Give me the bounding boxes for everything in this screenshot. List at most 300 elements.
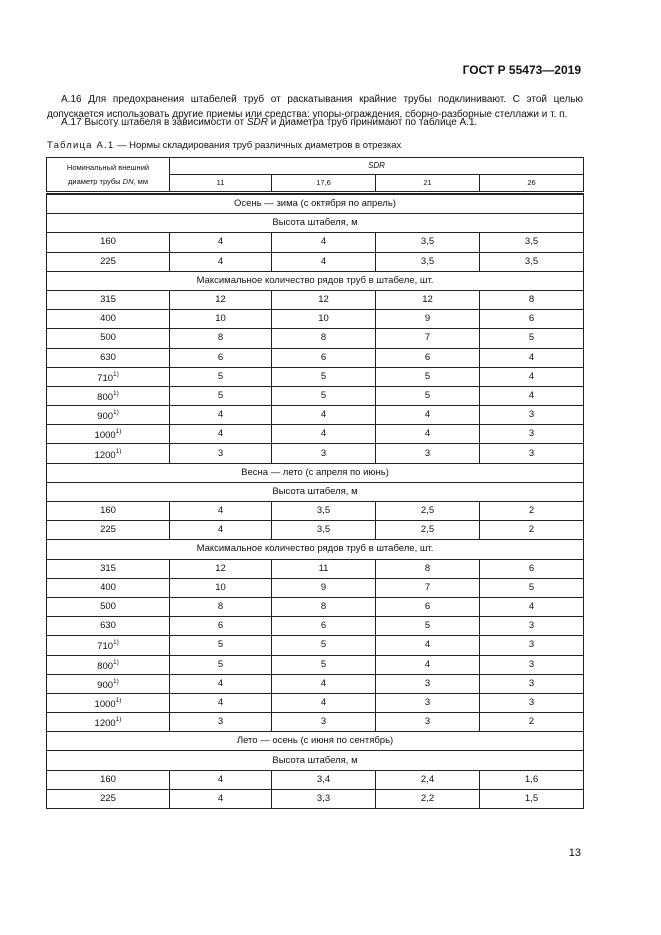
table-cell [170, 578, 272, 597]
subsection-rows: Максимальное количество рядов труб в штабеле, шт. [47, 540, 584, 559]
table-cell-value: 10 [215, 313, 226, 325]
diameter-value: 630 [100, 620, 116, 632]
table-cell-value: 2 [528, 716, 535, 728]
table-cell [272, 655, 376, 674]
table-cell-value: 4 [320, 236, 327, 248]
table-row [47, 617, 584, 636]
table-cell [376, 521, 480, 540]
table-cell-value: 3 [424, 447, 431, 459]
diameter-cell [47, 559, 170, 578]
footnote-mark: 1) [113, 658, 119, 666]
table-row [47, 425, 584, 444]
table-row [47, 329, 584, 348]
table-cell-value: 11 [318, 562, 329, 574]
table-cell [272, 444, 376, 463]
table-cell-value: 8 [217, 601, 224, 613]
table-row [47, 655, 584, 674]
table-cell-value: 5 [424, 370, 431, 382]
table-cell [376, 674, 480, 693]
table-cell [170, 789, 272, 808]
table-cell-value: 4 [424, 658, 431, 670]
table-row [47, 636, 584, 655]
section-row [47, 540, 584, 559]
table-row [47, 502, 584, 521]
table-cell-value: 6 [320, 351, 327, 363]
diameter-cell [47, 386, 170, 405]
table-cell-value: 4 [320, 696, 327, 708]
section-row [47, 195, 584, 214]
table-cell-value: 3,5 [524, 236, 539, 248]
subsection-height: Высота штабеля, м [47, 751, 584, 770]
table-cell [170, 674, 272, 693]
table-cell-value: 1,5 [524, 792, 539, 804]
storage-norms-table [46, 157, 584, 809]
table-cell-value: 8 [320, 601, 327, 613]
table-cell-value: 4 [528, 389, 535, 401]
table-cell [376, 425, 480, 444]
table-cell [170, 425, 272, 444]
table-cell [480, 559, 584, 578]
subsection-rows: Максимальное количество рядов труб в штабеле, шт. [47, 271, 584, 290]
footnote-mark: 1) [115, 716, 122, 724]
header-sdr-value: 11 [170, 175, 272, 193]
table-cell [376, 770, 480, 789]
diameter-cell [47, 789, 170, 808]
table-cell-value: 3 [528, 677, 535, 689]
table-cell-value: 3 [217, 716, 224, 728]
table-cell-value: 6 [424, 601, 431, 613]
table-cell-value: 3 [528, 447, 535, 459]
table-cell-value: 2,2 [420, 792, 435, 804]
table-cell [480, 386, 584, 405]
table-cell [272, 693, 376, 712]
footnote-mark: 1) [113, 677, 119, 685]
table-cell [170, 636, 272, 655]
table-cell [376, 502, 480, 521]
diameter-value: 900 [97, 411, 114, 423]
table-cell [272, 559, 376, 578]
table-cell-value: 5 [320, 389, 327, 401]
paragraph-a17-sdr: SDR [246, 117, 268, 128]
table-cell [272, 425, 376, 444]
table-cell-value: 4 [217, 409, 224, 421]
table-cell [376, 597, 480, 616]
table-row [47, 310, 584, 329]
table-cell [376, 252, 480, 271]
table-cell [272, 770, 376, 789]
section-row [47, 482, 584, 501]
header-sdr-value: 17,6 [272, 175, 376, 193]
table-cell [480, 674, 584, 693]
table-cell-value: 3,5 [524, 255, 539, 267]
table-cell-value: 4 [217, 505, 224, 517]
diameter-value: 800 [97, 391, 114, 403]
diameter-value: 315 [100, 294, 116, 306]
table-cell-value: 12 [215, 294, 226, 306]
table-cell-value: 9 [424, 313, 431, 325]
diameter-cell [47, 502, 170, 521]
table-cell-value: 3 [424, 677, 431, 689]
diameter-cell [47, 655, 170, 674]
table-cell-value: 5 [424, 620, 431, 632]
table-row [47, 444, 584, 463]
table-cell [376, 559, 480, 578]
paragraph-a16: А.16 Для предохранения штабелей труб от раскатывания крайние трубы подклинивают. С этой целью допускается использовать другие приемы или средства: упоры-ограждения, сборно-разборные стеллажи и т. п. [47, 94, 583, 120]
header-diameter-line1: Номинальный внешний [66, 162, 150, 172]
diameter-value: 1200 [94, 718, 116, 730]
table-cell [272, 348, 376, 367]
table-row [47, 674, 584, 693]
table-cell-value: 4 [217, 236, 224, 248]
table-cell [170, 329, 272, 348]
diameter-value: 160 [100, 505, 116, 517]
diameter-value: 160 [100, 773, 116, 785]
table-cell-value: 4 [217, 677, 224, 689]
table-cell [272, 386, 376, 405]
table-cell [480, 713, 584, 732]
diameter-cell [47, 233, 170, 252]
table-cell-value: 4 [217, 524, 224, 536]
table-cell [480, 233, 584, 252]
table-row [47, 713, 584, 732]
footnote-mark: 1) [113, 370, 119, 378]
table-cell-value: 5 [320, 370, 327, 382]
table-caption-label: Таблица А.1 [47, 140, 115, 151]
section-spring-summer: Весна — лето (с апреля по июнь) [47, 463, 584, 482]
diameter-cell [47, 713, 170, 732]
table-cell-value: 8 [217, 332, 224, 344]
footnote-mark: 1) [115, 428, 122, 436]
table-cell-value: 4 [320, 255, 327, 267]
table-cell-value: 3 [424, 696, 431, 708]
table-cell-value: 3 [320, 716, 327, 728]
subsection-height: Высота штабеля, м [47, 214, 584, 233]
diameter-value: 225 [100, 792, 116, 804]
paragraph-a17-text: А.17 Высоту штабеля в зависимости от [61, 117, 247, 128]
table-cell-value: 4 [217, 428, 224, 440]
table-cell [376, 386, 480, 405]
diameter-cell [47, 406, 170, 425]
table-cell-value: 4 [320, 677, 327, 689]
section-summer-autumn: Лето — осень (с июня по сентябрь) [47, 732, 584, 751]
paragraph-a17 [61, 116, 581, 131]
table-cell-value: 7 [424, 581, 431, 593]
table-cell [272, 367, 376, 386]
table-cell [170, 559, 272, 578]
table-cell [170, 406, 272, 425]
table-cell-value: 4 [528, 601, 535, 613]
table-cell [170, 310, 272, 329]
section-autumn-winter: Осень — зима (с октября по апрель) [47, 195, 584, 214]
diameter-value: 1200 [94, 449, 116, 461]
table-cell [480, 444, 584, 463]
header-sdr: SDR [170, 158, 584, 175]
table-row [47, 233, 584, 252]
table-cell-value: 6 [320, 620, 327, 632]
table-cell-value: 5 [217, 389, 224, 401]
table-cell [170, 348, 272, 367]
table-cell-value: 3 [528, 658, 535, 670]
table-cell [376, 789, 480, 808]
paragraph-a17-text-end: и диаметра труб принимают по таблице А.1. [267, 117, 478, 128]
table-cell-value: 4 [528, 351, 535, 363]
header-sdr-value: 21 [376, 175, 480, 193]
diameter-value: 500 [100, 601, 116, 613]
table-row [47, 789, 584, 808]
table-cell [480, 789, 584, 808]
table-cell [170, 617, 272, 636]
table-cell-value: 2,5 [420, 505, 435, 517]
table-cell-value: 9 [320, 581, 327, 593]
diameter-cell [47, 290, 170, 309]
table-cell-value: 3 [528, 620, 535, 632]
table-cell [480, 310, 584, 329]
table-cell [376, 310, 480, 329]
table-cell [170, 597, 272, 616]
table-cell-value: 2,5 [420, 524, 435, 536]
table-cell-value: 4 [217, 255, 224, 267]
table-cell [376, 655, 480, 674]
table-cell [480, 425, 584, 444]
table-cell [272, 290, 376, 309]
table-row [47, 693, 584, 712]
table-cell-value: 4 [424, 428, 431, 440]
table-cell-value: 4 [424, 409, 431, 421]
table-cell [272, 674, 376, 693]
table-cell-value: 3,4 [316, 773, 331, 785]
table-cell-value: 4 [320, 428, 327, 440]
table-cell-value: 3 [217, 447, 224, 459]
table-cell [170, 655, 272, 674]
table-cell-value: 3 [528, 696, 535, 708]
table-cell [480, 521, 584, 540]
table-row [47, 597, 584, 616]
table-cell-value: 5 [528, 581, 535, 593]
diameter-value: 710 [97, 372, 114, 384]
table-cell-value: 8 [424, 562, 431, 574]
table-cell-value: 3 [528, 409, 535, 421]
diameter-value: 500 [100, 332, 116, 344]
section-row [47, 214, 584, 233]
footnote-mark: 1) [115, 696, 122, 704]
table-cell [480, 617, 584, 636]
diameter-cell [47, 367, 170, 386]
table-cell [272, 252, 376, 271]
table-row [47, 386, 584, 405]
table-cell [272, 636, 376, 655]
table-cell [376, 578, 480, 597]
diameter-value: 225 [100, 524, 116, 536]
table-row [47, 290, 584, 309]
table-cell-value: 4 [424, 639, 431, 651]
table-cell-value: 6 [528, 313, 535, 325]
table-cell-value: 6 [528, 562, 535, 574]
table-cell-value: 5 [528, 332, 535, 344]
table-cell-value: 4 [320, 409, 327, 421]
table-cell-value: 4 [217, 696, 224, 708]
table-cell [480, 655, 584, 674]
table-cell [272, 406, 376, 425]
table-cell [480, 348, 584, 367]
header-diameter [47, 158, 170, 193]
table-cell [170, 290, 272, 309]
table-cell-value: 5 [217, 639, 224, 651]
diameter-cell [47, 578, 170, 597]
table-cell [480, 367, 584, 386]
table-cell-value: 2 [528, 524, 535, 536]
table-cell-value: 12 [318, 294, 329, 306]
diameter-cell [47, 617, 170, 636]
header-diameter-unit: , мм [133, 176, 148, 186]
diameter-value: 710 [97, 641, 114, 653]
table-cell [170, 502, 272, 521]
diameter-cell [47, 329, 170, 348]
diameter-value: 160 [100, 236, 116, 248]
table-cell-value: 1,6 [524, 773, 539, 785]
table-cell-value: 3 [528, 639, 535, 651]
diameter-value: 1000 [94, 698, 116, 710]
section-row [47, 463, 584, 482]
table-cell-value: 5 [217, 658, 224, 670]
table-cell-value: 2 [528, 505, 535, 517]
header-diameter-dn: DN [122, 176, 134, 186]
table-cell-value: 6 [217, 620, 224, 632]
table-cell-value: 4 [217, 792, 224, 804]
table-cell-value: 8 [320, 332, 327, 344]
table-cell-value: 3,5 [316, 505, 331, 517]
table-cell-value: 4 [528, 370, 535, 382]
table-cell-value: 5 [320, 639, 327, 651]
diameter-cell [47, 693, 170, 712]
table-cell [272, 310, 376, 329]
diameter-cell [47, 521, 170, 540]
table-cell [272, 597, 376, 616]
table-cell [480, 770, 584, 789]
diameter-cell [47, 674, 170, 693]
table-cell [170, 770, 272, 789]
footnote-mark: 1) [115, 447, 122, 455]
table-cell [480, 406, 584, 425]
diameter-cell [47, 444, 170, 463]
diameter-value: 400 [100, 313, 116, 325]
table-cell-value: 3 [424, 716, 431, 728]
table-cell-value: 5 [217, 370, 224, 382]
table-cell-value: 3,5 [316, 524, 331, 536]
table-cell [376, 329, 480, 348]
table-cell-value: 4 [217, 773, 224, 785]
document-header: ГОСТ Р 55473—2019 [462, 63, 581, 77]
table-cell-value: 8 [528, 294, 535, 306]
table-row [47, 770, 584, 789]
table-cell-value: 6 [217, 351, 224, 363]
table-cell-value: 3 [320, 447, 327, 459]
table-cell [480, 252, 584, 271]
table-cell [272, 502, 376, 521]
table-caption-text: — Нормы складирования труб различных диаметров в отрезках [114, 140, 402, 151]
diameter-value: 630 [100, 351, 116, 363]
table-cell-value: 2,4 [420, 773, 435, 785]
table-cell [170, 713, 272, 732]
table-cell-value: 5 [424, 389, 431, 401]
table-cell-value: 10 [215, 581, 226, 593]
table-cell-value: 3,3 [316, 792, 331, 804]
diameter-value: 900 [97, 679, 114, 691]
table-cell [376, 444, 480, 463]
table-cell [376, 348, 480, 367]
table-row [47, 521, 584, 540]
table-cell [376, 636, 480, 655]
table-cell [170, 444, 272, 463]
page-number: 13 [568, 847, 581, 859]
table-row [47, 578, 584, 597]
table-cell [376, 617, 480, 636]
diameter-cell [47, 770, 170, 789]
table-cell [272, 713, 376, 732]
table-cell-value: 3,5 [420, 255, 435, 267]
table-cell [376, 406, 480, 425]
table-cell-value: 7 [424, 332, 431, 344]
table-cell [170, 521, 272, 540]
table-cell-value: 5 [320, 658, 327, 670]
table-cell [376, 367, 480, 386]
table-cell [376, 290, 480, 309]
table-cell [170, 693, 272, 712]
table-cell [170, 233, 272, 252]
header-diameter-line2: диаметр трубы [68, 176, 123, 186]
table-cell [170, 386, 272, 405]
diameter-value: 400 [100, 581, 116, 593]
table-cell [480, 693, 584, 712]
table-cell [376, 713, 480, 732]
diameter-cell [47, 252, 170, 271]
table-cell [376, 233, 480, 252]
table-cell [480, 329, 584, 348]
table-cell [480, 290, 584, 309]
table-row [47, 348, 584, 367]
table-cell [170, 367, 272, 386]
table-cell [272, 233, 376, 252]
table-row [47, 367, 584, 386]
table-cell-value: 12 [422, 294, 433, 306]
table-cell-value: 12 [215, 562, 226, 574]
diameter-value: 1000 [94, 430, 116, 442]
table-cell-value: 3,5 [420, 236, 435, 248]
table-cell-value: 10 [318, 313, 329, 325]
table-row [47, 559, 584, 578]
table-cell [272, 521, 376, 540]
table-cell [170, 252, 272, 271]
header-sdr-value: 26 [480, 175, 584, 193]
footnote-mark: 1) [113, 409, 119, 417]
table-cell [272, 578, 376, 597]
table-cell [480, 597, 584, 616]
diameter-cell [47, 636, 170, 655]
section-row [47, 732, 584, 751]
table-row [47, 252, 584, 271]
diameter-value: 315 [100, 562, 116, 574]
section-row [47, 271, 584, 290]
diameter-cell [47, 348, 170, 367]
table-row [47, 406, 584, 425]
section-row [47, 751, 584, 770]
table-cell [480, 636, 584, 655]
diameter-value: 225 [100, 255, 116, 267]
table-cell [376, 693, 480, 712]
table-caption [47, 140, 401, 151]
subsection-height: Высота штабеля, м [47, 482, 584, 501]
table-cell-value: 6 [424, 351, 431, 363]
table-cell [272, 329, 376, 348]
